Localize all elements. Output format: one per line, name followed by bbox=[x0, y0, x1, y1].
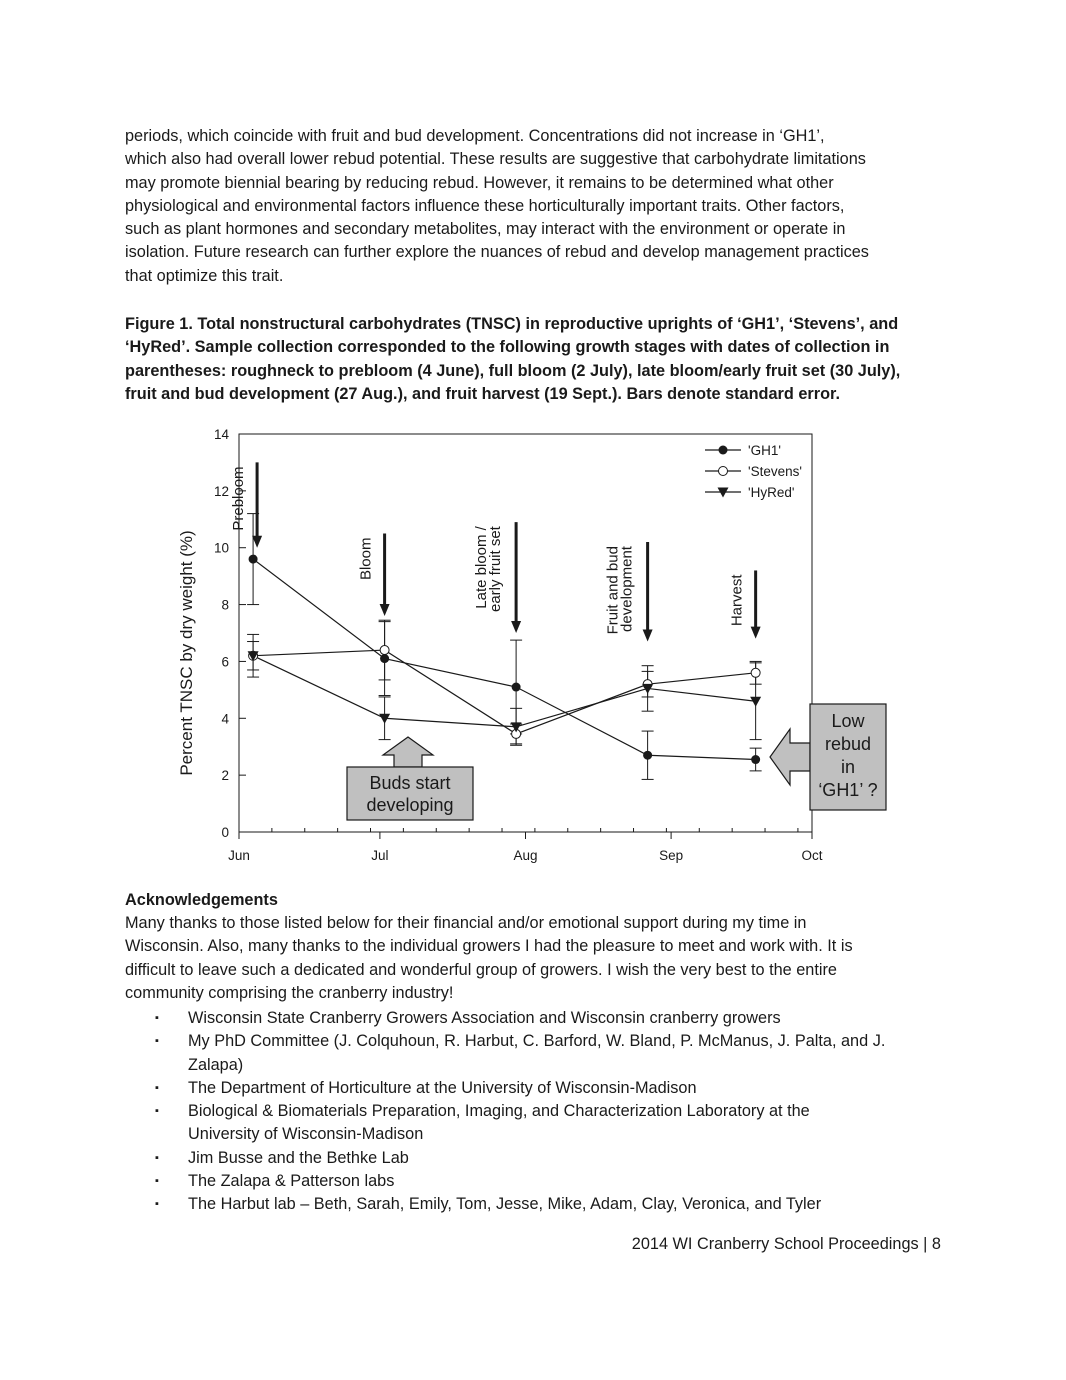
y-tick-label: 6 bbox=[221, 654, 229, 670]
stage-label: development bbox=[618, 546, 636, 632]
legend-marker bbox=[719, 446, 728, 455]
low-rebud-callout-text: in bbox=[840, 757, 856, 777]
intro-paragraph bbox=[125, 125, 955, 288]
caption-line: ‘HyRed’. Sample collection corresponded to the following growth stages with dates of collection in bbox=[125, 338, 890, 357]
list-item-text: Biological & Biomaterials Preparation, Imaging, and Characterization Laboratory at the bbox=[188, 1102, 810, 1121]
y-tick-label: 8 bbox=[221, 597, 229, 613]
y-tick-label: 14 bbox=[213, 427, 229, 442]
stage-arrow-head bbox=[511, 621, 521, 633]
acknowledgements-paragraph bbox=[125, 912, 955, 1005]
y-tick-label: 10 bbox=[213, 540, 229, 556]
intro-line: isolation. Future research can further explore the nuances of rebud and develop management practices bbox=[125, 243, 869, 262]
low-rebud-callout-text: rebud bbox=[824, 734, 872, 754]
bullet-icon: ▪ bbox=[155, 1151, 159, 1164]
x-tick-label: Jun bbox=[228, 848, 250, 863]
list-item-text: Jim Busse and the Bethke Lab bbox=[188, 1148, 409, 1167]
stage-arrow-head bbox=[380, 604, 390, 616]
plot-frame bbox=[239, 434, 812, 832]
bullet-icon: ▪ bbox=[155, 1198, 159, 1211]
y-tick-label: 12 bbox=[213, 483, 229, 499]
bullet-icon: ▪ bbox=[155, 1105, 159, 1118]
tnsc-chart bbox=[170, 420, 878, 870]
low-rebud-callout-text: Low bbox=[831, 711, 865, 731]
list-item-text: My PhD Committee (J. Colquhoun, R. Harbut, C. Barford, W. Bland, P. McManus, J. Palta, and J. bbox=[188, 1032, 886, 1051]
ack-line: Many thanks to those listed below for their financial and/or emotional support during my time in bbox=[125, 914, 807, 932]
data-point bbox=[249, 555, 258, 564]
acknowledgements-list bbox=[155, 1007, 955, 1217]
ack-line: Wisconsin. Also, many thanks to the individual growers I had the pleasure to meet and work with. It is bbox=[125, 937, 853, 956]
figure-caption bbox=[125, 313, 955, 406]
page-footer: 2014 WI Cranberry School Proceedings | 8 bbox=[631, 1235, 941, 1253]
x-tick-label: Jul bbox=[371, 848, 389, 863]
list-item bbox=[155, 1007, 955, 1030]
list-item bbox=[155, 1100, 955, 1147]
bullet-icon: ▪ bbox=[155, 1175, 159, 1188]
intro-line: periods, which coincide with fruit and bud development. Concentrations did not increase in ‘GH1’, bbox=[125, 127, 825, 145]
x-tick-label: Aug bbox=[513, 848, 538, 863]
series-line bbox=[253, 656, 756, 727]
list-item-text: The Harbut lab – Beth, Sarah, Emily, Tom, Jesse, Mike, Adam, Clay, Veronica, and Tyler bbox=[188, 1195, 822, 1214]
stage-arrow-head bbox=[643, 630, 653, 642]
stage-label: Prebloom bbox=[230, 466, 248, 531]
stage-label: Late bloom / bbox=[473, 526, 491, 609]
intro-line: physiological and environmental factors influence these horticulturally important traits. Other factors, bbox=[125, 196, 845, 215]
list-item-text: The Zalapa & Patterson labs bbox=[188, 1172, 395, 1191]
caption-line: fruit and bud development (27 Aug.), and fruit harvest (19 Sept.). Bars denote standard error. bbox=[125, 384, 840, 403]
stage-label: early fruit set bbox=[487, 526, 505, 613]
y-tick-label: 4 bbox=[221, 711, 229, 727]
legend-label: 'HyRed' bbox=[748, 485, 795, 500]
stage-label: Bloom bbox=[357, 537, 375, 581]
y-axis-label: Percent TNSC by dry weight (%) bbox=[177, 530, 196, 776]
caption-line: Figure 1. Total nonstructural carbohydrates (TNSC) in reproductive uprights of ‘GH1’, ‘Stevens’, and bbox=[125, 315, 899, 333]
x-tick-label: Sep bbox=[659, 848, 684, 863]
low-rebud-callout-arrow bbox=[770, 729, 810, 785]
low-rebud-callout-text: ‘GH1’ ? bbox=[818, 780, 878, 800]
data-point bbox=[380, 646, 389, 655]
stage-label: Fruit and bud bbox=[604, 546, 622, 635]
data-point bbox=[751, 755, 760, 764]
caption-line: parentheses: roughneck to prebloom (4 June), full bloom (2 July), late bloom/early fruit set (30 July), bbox=[125, 361, 901, 380]
bullet-icon: ▪ bbox=[155, 1035, 159, 1048]
ack-line: community comprising the cranberry industry! bbox=[125, 983, 454, 1002]
buds-callout-text: developing bbox=[366, 795, 454, 815]
list-item-text: Wisconsin State Cranberry Growers Association and Wisconsin cranberry growers bbox=[188, 1009, 781, 1027]
legend-label: 'GH1' bbox=[748, 443, 781, 458]
buds-callout-text: Buds start bbox=[369, 773, 451, 793]
data-point bbox=[380, 654, 389, 663]
list-item-text: Zalapa) bbox=[188, 1055, 244, 1074]
buds-callout-arrow bbox=[383, 737, 433, 767]
list-item-text: The Department of Horticulture at the University of Wisconsin-Madison bbox=[188, 1078, 697, 1097]
x-tick-label: Oct bbox=[801, 848, 823, 863]
stage-arrow-head bbox=[751, 627, 761, 639]
list-item bbox=[155, 1077, 955, 1100]
y-tick-label: 2 bbox=[221, 768, 229, 784]
intro-line: that optimize this trait. bbox=[125, 266, 284, 285]
data-point bbox=[750, 697, 761, 707]
list-item bbox=[155, 1147, 955, 1170]
tnsc-chart-svg bbox=[170, 420, 878, 870]
list-item-text: University of Wisconsin-Madison bbox=[188, 1125, 424, 1144]
stage-label: Harvest bbox=[728, 574, 746, 627]
list-item bbox=[155, 1030, 955, 1077]
ack-line: difficult to leave such a dedicated and wonderful group of growers. I wish the very best to the entire bbox=[125, 960, 837, 979]
data-point bbox=[512, 683, 521, 692]
legend-marker bbox=[719, 467, 728, 476]
series-line bbox=[253, 559, 756, 759]
list-item bbox=[155, 1193, 955, 1216]
y-tick-label: 0 bbox=[221, 825, 229, 840]
legend-label: 'Stevens' bbox=[748, 464, 802, 479]
bullet-icon: ▪ bbox=[155, 1081, 159, 1094]
bullet-icon: ▪ bbox=[155, 1012, 159, 1024]
intro-line: such as plant hormones and secondary metabolites, may interact with the environment or operate in bbox=[125, 220, 846, 239]
data-point bbox=[751, 668, 760, 677]
list-item bbox=[155, 1170, 955, 1193]
data-point bbox=[643, 751, 652, 760]
acknowledgements-heading: Acknowledgements bbox=[125, 891, 278, 909]
intro-line: may promote biennial bearing by reducing rebud. However, it remains to be determined what other bbox=[125, 173, 834, 192]
intro-line: which also had overall lower rebud potential. These results are suggestive that carbohydrate limitations bbox=[125, 150, 866, 169]
